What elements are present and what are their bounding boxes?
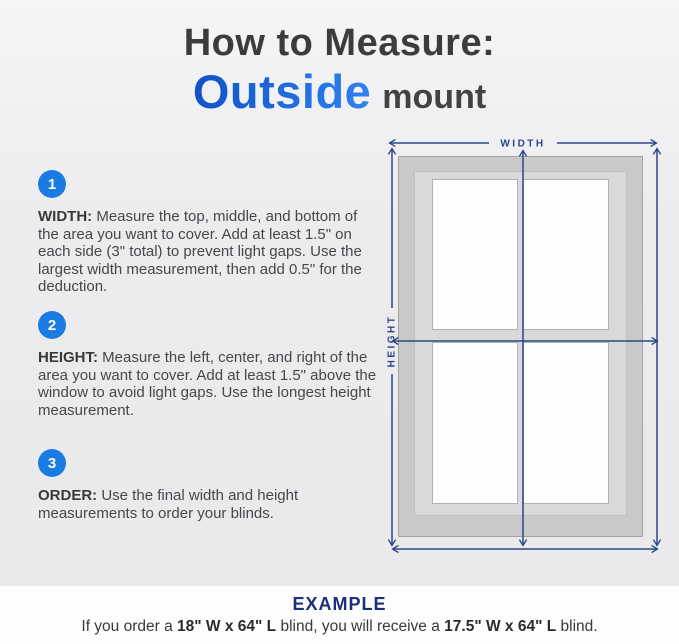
- window-panes: [432, 179, 609, 504]
- step-3-label: ORDER:: [38, 487, 98, 504]
- step-1-label: WIDTH:: [38, 208, 93, 225]
- example-prefix: If you order a: [81, 618, 178, 635]
- title-mount-word: mount: [382, 77, 487, 116]
- window-frame: [398, 156, 643, 537]
- step-2: [38, 311, 380, 419]
- step-2-label: HEIGHT:: [38, 349, 98, 366]
- step-1-text: Measure the top, middle, and bottom of the area you want to cover. Add at least 1.5" on each side (3" total) to prevent light gaps. Use the largest width measurement, then add 0.5" for the deduction.: [38, 208, 362, 295]
- step-3-paragraph: [38, 487, 380, 522]
- step-1-paragraph: [38, 208, 380, 296]
- step-2-paragraph: [38, 349, 380, 419]
- step-2-number-badge: 2: [38, 311, 66, 339]
- example-received-size: 17.5" W x 64" L: [444, 618, 557, 635]
- example-heading: EXAMPLE: [292, 594, 387, 614]
- window-pane-top-right: [523, 179, 609, 330]
- title-accent-outside: Outside: [192, 64, 372, 118]
- page-title: How to Measure:: [183, 22, 496, 64]
- step-1: [38, 170, 380, 296]
- width-dimension-label: WIDTH: [500, 138, 546, 150]
- window-pane-top-left: [432, 179, 518, 330]
- height-dimension-label: HEIGHT: [386, 314, 398, 368]
- example-ordered-size: 18" W x 64" L: [177, 618, 277, 635]
- page-header: [0, 24, 679, 116]
- window-pane-bottom-left: [432, 342, 518, 504]
- example-suffix: blind.: [556, 618, 598, 635]
- example-middle: blind, you will receive a: [276, 618, 445, 635]
- step-3-text: Use the final width and height measurements to order your blinds.: [38, 487, 299, 522]
- step-1-number-badge: 1: [38, 170, 66, 198]
- step-3-number-badge: 3: [38, 449, 66, 477]
- page-subtitle: [0, 64, 679, 118]
- step-3: [38, 449, 380, 522]
- window-pane-bottom-right: [523, 342, 609, 504]
- example-sentence: [0, 618, 679, 636]
- example-section: [0, 586, 679, 644]
- window-measure-diagram: [385, 136, 670, 561]
- step-2-text: Measure the left, center, and right of the area you want to cover. Add at least 1.5" above the window to avoid light gaps. Use the longest height measurement.: [38, 349, 377, 419]
